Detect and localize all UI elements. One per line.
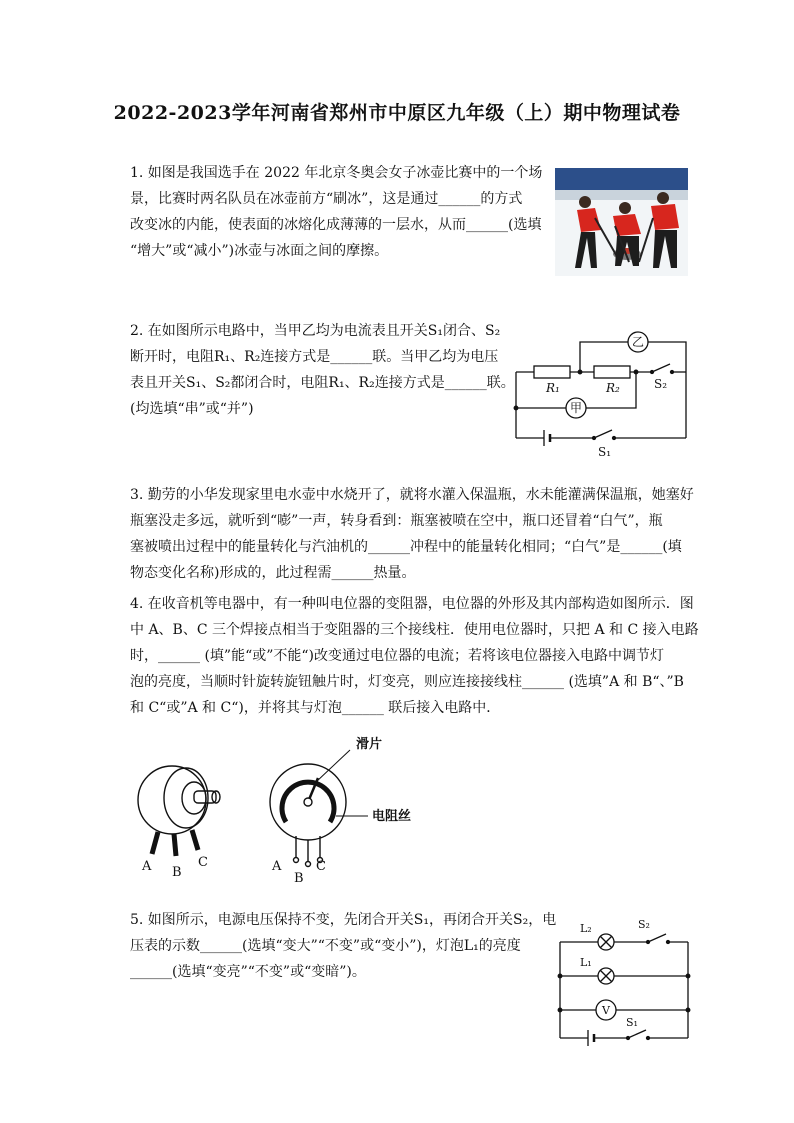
question-line: 断开时，电阻R₁、R₂连接方式是______联。当甲乙均为电压 (130, 349, 499, 365)
circuit-diagram-q2 (510, 326, 692, 466)
question-line: 表且开关S₁、S₂都闭合时，电阻R₁、R₂连接方式是______联。 (130, 375, 515, 391)
question-line: 和 C“或”A 和 C“)，并将其与灯泡______ 联后接入电路中． (130, 700, 501, 716)
question-line: 时，______ (填”能“或”不能“)改变通过电位器的电流；若将该电位器接入电路中调节灯 (130, 648, 665, 664)
question-3 (130, 482, 694, 586)
meter-label-yi: 乙 (632, 335, 645, 349)
question-line: 改变冰的内能，使表面的冰熔化成薄薄的一层水，从而______(选填 (130, 217, 542, 233)
question-line: 4. 在收音机等电器中，有一种叫电位器的变阻器，电位器的外形及其内部构造如图所示．图 (130, 596, 694, 612)
question-line: “增大”或“减小”)冰壶与冰面之间的摩擦。 (130, 243, 389, 259)
switch-label-s1: S₁ (626, 1016, 638, 1029)
curling-photo (555, 168, 688, 280)
terminal-b-label-ext: B (172, 865, 182, 880)
terminal-a-label-ext: A (142, 859, 152, 874)
terminal-b-label-int: B (294, 871, 304, 884)
resistance-wire-label: 电阻丝 (372, 809, 412, 824)
switch-label-s2: S₂ (654, 377, 668, 391)
potentiometer-figure (128, 736, 428, 888)
lamp-label-l1: L₁ (580, 956, 592, 969)
switch-label-s1: S₁ (598, 445, 612, 459)
question-line: 1. 如图是我国选手在 2022 年北京冬奥会女子冰壶比赛中的一个场 (130, 165, 543, 181)
question-4 (130, 591, 699, 721)
slider-label: 滑片 (356, 737, 383, 752)
question-line: 塞被喷出过程中的能量转化与汽油机的______冲程中的能量转化相同；“白气”是______(填 (130, 539, 682, 555)
terminal-c-label-ext: C (198, 855, 208, 870)
question-line: 3. 勤劳的小华发现家里电水壶中水烧开了，就将水灌入保温瓶，水未能灌满保温瓶，她塞好 (130, 487, 694, 503)
question-line: 物态变化名称)形成的，此过程需______热量。 (130, 565, 416, 581)
question-line: (均选填“串”或“并”) (130, 401, 254, 417)
question-line: 压表的示数______(选填“变大”“不变”或“变小”)，灯泡L₁的亮度 (130, 938, 521, 954)
question-1 (130, 160, 542, 264)
meter-label-jia: 甲 (570, 401, 583, 415)
question-line: ______(选填“变亮”“不变”或“变暗”)。 (130, 964, 366, 980)
terminal-c-label-int: C (316, 859, 326, 874)
switch-label-s2: S₂ (638, 918, 650, 931)
question-line: 2. 在如图所示电路中，当甲乙均为电流表且开关S₁闭合、S₂ (130, 323, 501, 339)
question-line: 景，比赛时两名队员在冰壶前方“刷冰”，这是通过______的方式 (130, 191, 523, 207)
lamp-label-l2: L₂ (580, 922, 592, 935)
question-line: 瓶塞没走多远，就听到“嘭”一声，转身看到：瓶塞被喷在空中，瓶口还冒着“白气”，瓶 (130, 513, 663, 529)
terminal-a-label-int: A (272, 859, 282, 874)
resistor-label-r1: R₁ (546, 381, 560, 395)
question-5 (130, 907, 556, 985)
question-2 (130, 318, 515, 422)
page-title: 2022-2023学年河南省郑州市中原区九年级（上）期中物理试卷 (113, 102, 681, 124)
question-line: 中 A、B、C 三个焊接点相当于变阻器的三个接线柱．使用电位器时，只把 A 和 C 接入电路 (130, 622, 699, 638)
resistor-label-r2: R₂ (606, 381, 620, 395)
circuit-diagram-q5 (552, 914, 694, 1050)
question-line: 泡的亮度，当顺时针旋转旋钮触片时，灯变亮，则应连接接线柱______ (选填”A 和 B“、”B (130, 674, 684, 690)
voltmeter-label: V (602, 1004, 610, 1017)
question-line: 5. 如图所示，电源电压保持不变，先闭合开关S₁，再闭合开关S₂，电 (130, 912, 557, 928)
